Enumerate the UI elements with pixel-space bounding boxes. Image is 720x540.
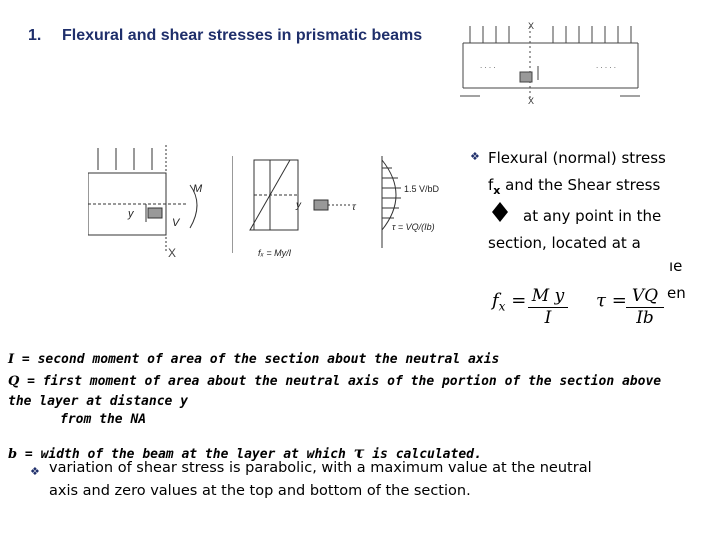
bullet1-line2	[488, 172, 660, 204]
section-label-x: X	[168, 246, 177, 260]
definition-b-tau: τ	[353, 443, 365, 462]
definition-i-symbol: I	[8, 352, 15, 367]
section-diagram	[88, 140, 218, 265]
beam-dots-right: . . . . .	[596, 61, 617, 70]
definition-q	[8, 374, 661, 389]
stress-fx-formula: fₓ = My/I	[258, 248, 292, 258]
beam-element-icon	[520, 72, 532, 82]
bottom-bullet-diamond-icon: ❖	[30, 465, 40, 478]
section-element-icon	[148, 208, 162, 218]
stress-max-tau: 1.5 V/bD	[404, 184, 440, 194]
formula-fx-eq: =	[511, 290, 527, 311]
formula-fx-sub: x	[498, 299, 506, 314]
right-line5-fragment: ıe	[669, 257, 683, 275]
section-label-y: y	[128, 208, 134, 220]
stress-label-y: y	[296, 200, 301, 211]
definition-q-cont1: the layer at distance y	[8, 394, 189, 409]
bullet1-line1: Flexural (normal) stress	[488, 149, 666, 167]
page-title: Flexural and shear stresses in prismatic beams	[62, 27, 423, 44]
formula-fx-denominator: I	[544, 308, 552, 328]
section-label-v: V	[172, 217, 180, 229]
stress-diagram	[232, 148, 472, 263]
bullet-diamond-icon: ❖	[470, 150, 480, 163]
beam-bottom-label-x: X	[528, 96, 535, 106]
definition-q-symbol: Q	[8, 374, 20, 389]
stress-label-tau: τ	[352, 202, 356, 213]
formula-fx-numerator: M y	[528, 286, 568, 308]
right-line4: section, located at a	[488, 234, 641, 252]
section-label-m: M	[193, 183, 203, 195]
fx-subscript: x	[493, 184, 501, 197]
stress-tau-formula: τ = VQ/(Ib)	[392, 222, 435, 232]
right-line6-fragment: en	[667, 284, 686, 302]
formula-fx	[492, 290, 526, 314]
right-line3: at any point in the	[523, 207, 662, 225]
beam-dots-left: . . . .	[480, 61, 496, 70]
definition-b-text: = width of the beam at the layer at which	[17, 447, 354, 462]
formula-fx-fraction	[528, 286, 568, 328]
beam-top-label-x: X	[528, 21, 535, 31]
definition-i-text: = second moment of area of the section about the neutral axis	[21, 352, 500, 367]
definition-q-cont2: from the NA	[60, 412, 147, 427]
formula-tau-denominator: Ib	[636, 308, 654, 328]
bullet1-line2-rest: and the Shear stress	[500, 176, 661, 194]
formula-tau	[596, 290, 627, 311]
formula-tau-numerator: VQ	[626, 286, 664, 308]
tau-glyph-icon-lower	[492, 212, 508, 222]
definition-q-text: = first moment of area about the neutral axis of the portion of the section above	[27, 374, 662, 389]
definition-b-end: is calculated.	[364, 447, 482, 462]
formula-tau-lhs: τ	[596, 290, 606, 311]
title-number: 1.	[28, 27, 42, 44]
formula-tau-eq: =	[611, 290, 627, 311]
formula-fx-lhs: f	[492, 290, 499, 311]
bottom-bullet-line1: variation of shear stress is parabolic, with a maximum value at the neutral	[49, 460, 592, 476]
bottom-bullet-line2: axis and zero values at the top and bottom of the section.	[49, 483, 471, 499]
definition-i	[8, 352, 499, 367]
tau-glyph-icon	[492, 202, 508, 212]
beam-top-diagram	[458, 18, 643, 108]
fx-symbol: f	[488, 176, 494, 194]
formula-tau-fraction	[626, 286, 664, 328]
definition-b-symbol: b	[8, 447, 18, 462]
